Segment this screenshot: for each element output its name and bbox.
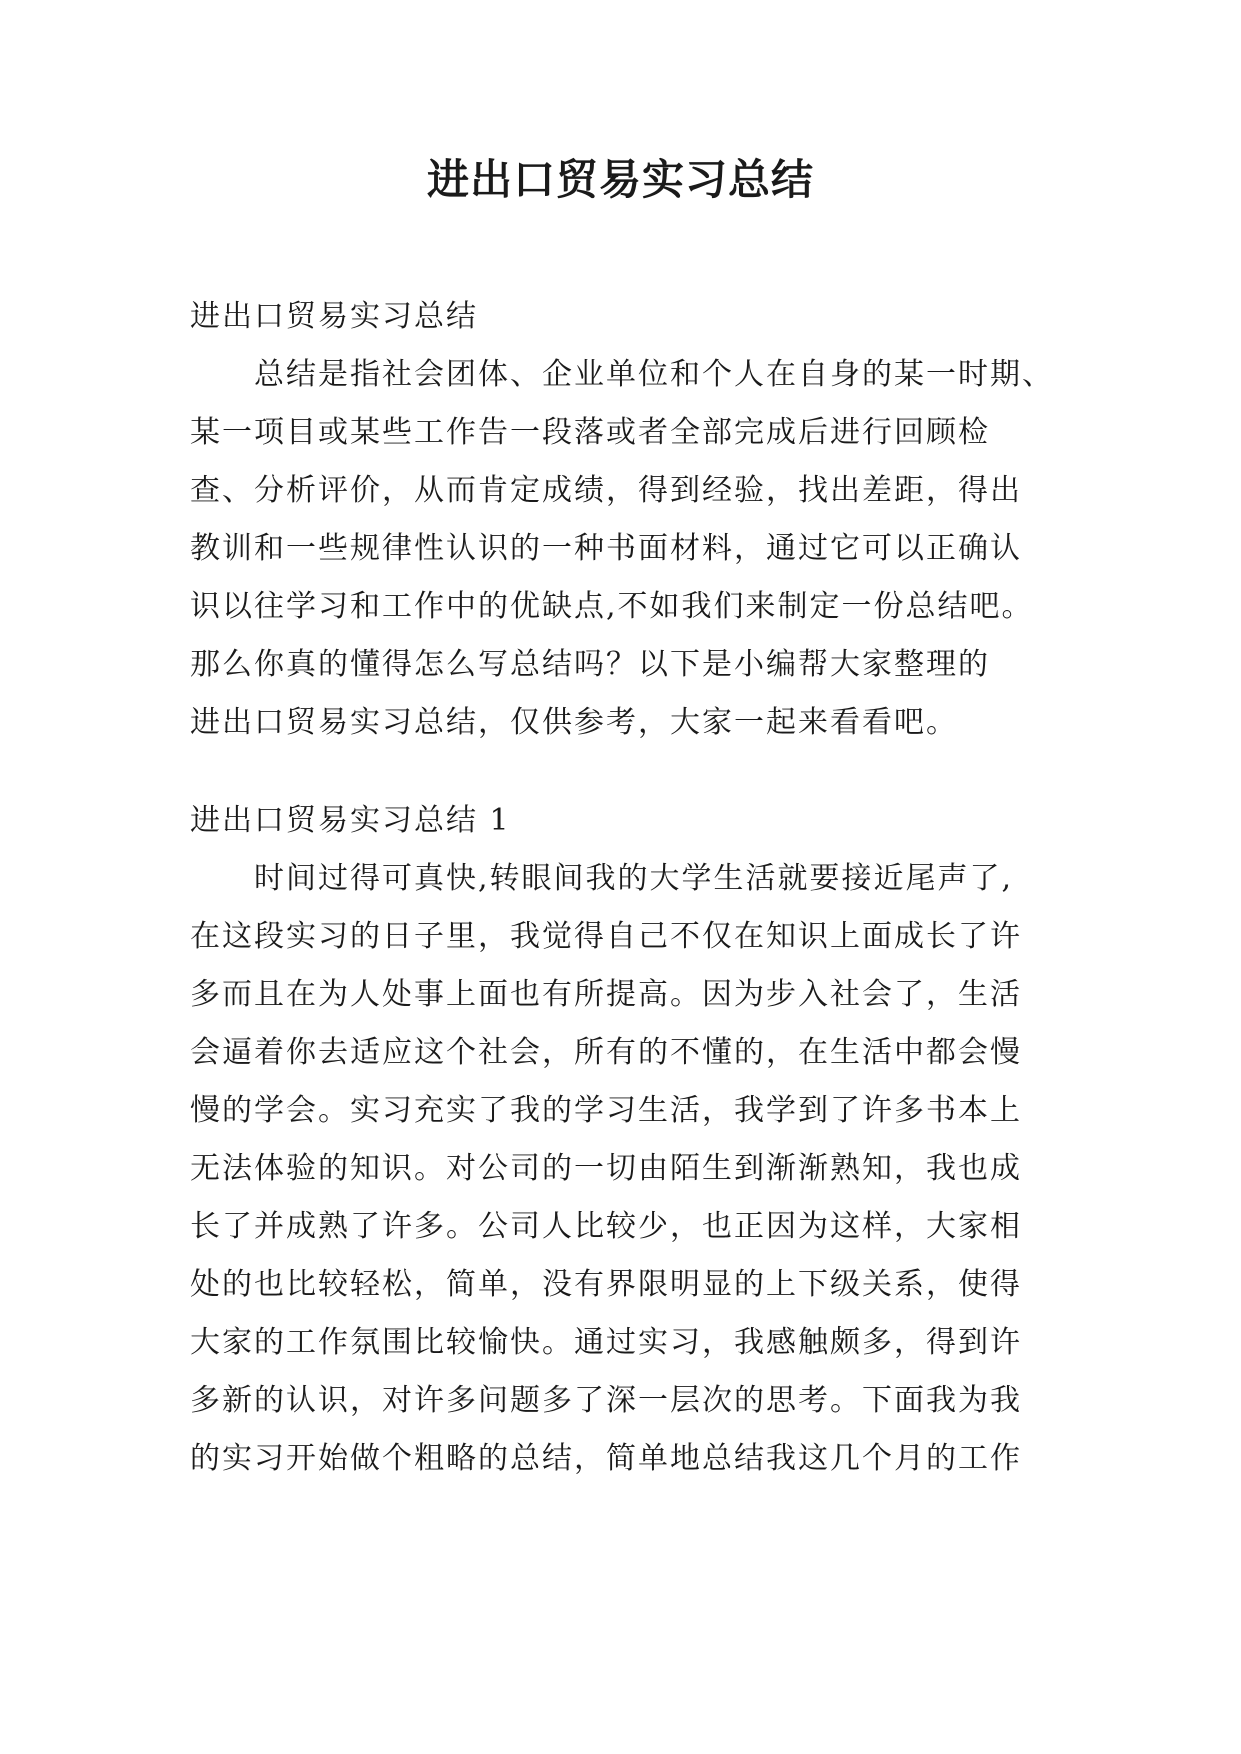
intro-heading: 进出口贸易实习总结 <box>190 299 478 334</box>
section-1-line: 处的也比较轻松，简单，没有界限明显的上下级关系，使得 <box>190 1267 1022 1302</box>
intro-line: 教训和一些规律性认识的一种书面材料，通过它可以正确认 <box>190 531 1022 566</box>
section-1-line: 多而且在为人处事上面也有所提高。因为步入社会了，生活 <box>190 977 1022 1012</box>
section-1 <box>190 792 1060 1488</box>
section-1-line: 在这段实习的日子里，我觉得自己不仅在知识上面成长了许 <box>190 919 1022 954</box>
section-1-heading: 进出口贸易实习总结 1 <box>190 803 511 838</box>
intro-line: 识以往学习和工作中的优缺点,不如我们来制定一份总结吧。 <box>190 589 1034 624</box>
section-1-line: 多新的认识，对许多问题多了深一层次的思考。下面我为我 <box>190 1383 1022 1418</box>
document-title: 进出口贸易实习总结 <box>426 155 814 204</box>
intro-line: 查、分析评价，从而肯定成绩，得到经验，找出差距，得出 <box>190 473 1022 508</box>
section-1-line: 无法体验的知识。对公司的一切由陌生到渐渐熟知，我也成 <box>190 1151 1022 1186</box>
intro-line: 某一项目或某些工作告一段落或者全部完成后进行回顾检 <box>190 415 990 450</box>
intro-line: 那么你真的懂得怎么写总结吗？以下是小编帮大家整理的 <box>190 647 990 682</box>
section-1-line: 慢的学会。实习充实了我的学习生活，我学到了许多书本上 <box>190 1093 1022 1128</box>
section-1-line: 长了并成熟了许多。公司人比较少，也正因为这样，大家相 <box>190 1209 1022 1244</box>
section-1-line: 大家的工作氛围比较愉快。通过实习，我感触颇多，得到许 <box>190 1325 1022 1360</box>
section-1-line: 会逼着你去适应这个社会，所有的不懂的，在生活中都会慢 <box>190 1035 1022 1070</box>
intro-section <box>190 288 1060 752</box>
intro-line: 进出口贸易实习总结，仅供参考，大家一起来看看吧。 <box>190 705 958 740</box>
intro-line: 总结是指社会团体、企业单位和个人在自身的某一时期、 <box>254 357 1054 392</box>
section-1-line: 时间过得可真快,转眼间我的大学生活就要接近尾声了, <box>254 861 1014 896</box>
section-1-line: 的实习开始做个粗略的总结，简单地总结我这几个月的工作 <box>190 1441 1022 1476</box>
